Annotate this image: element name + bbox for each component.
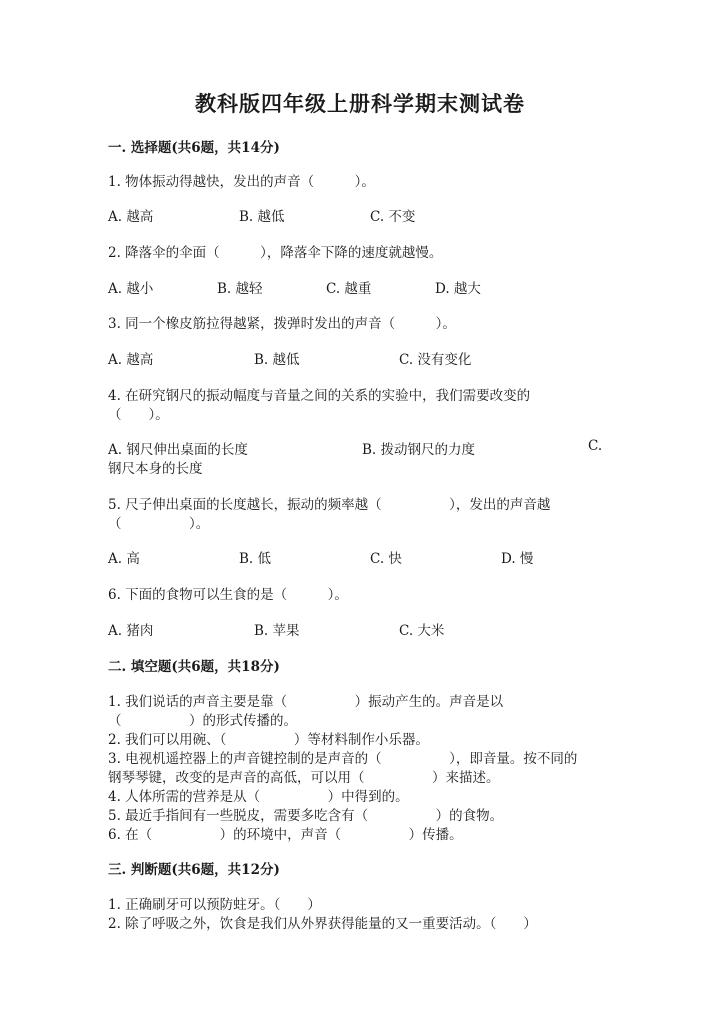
- q2-option-b: B. 越轻: [217, 281, 263, 297]
- q2-option-a: A. 越小: [108, 281, 154, 297]
- q4-option-c-text: 钢尺本身的长度: [108, 461, 203, 477]
- q4-text-line1: 4. 在研究钢尺的振动幅度与音量之间的关系的实验中，我们需要改变的: [108, 388, 531, 404]
- fill-line-4: 3. 电视机遥控器上的声音键控制的是声音的（ ），即音量。按不同的: [108, 751, 578, 767]
- fill-line-7: 5. 最近手指间有一些脱皮，需要多吃含有（ ）的食物。: [108, 808, 504, 824]
- fill-line-5: 钢琴琴键，改变的是声音的高低，可以用（ ）来描述。: [108, 770, 500, 786]
- q1-option-c: C. 不变: [370, 209, 416, 225]
- q6-text: 6. 下面的食物可以生食的是（ ）。: [108, 587, 348, 603]
- q2-option-d: D. 越大: [435, 281, 481, 297]
- q6-option-c: C. 大米: [399, 623, 445, 639]
- page-title: 教科版四年级上册科学期末测试卷: [195, 91, 525, 116]
- q3-text: 3. 同一个橡皮筋拉得越紧，拨弹时发出的声音（ ）。: [108, 316, 456, 332]
- q5-option-a: A. 高: [108, 551, 140, 567]
- q4-option-c-label: C.: [588, 438, 603, 454]
- q5-text-line2: （ ）。: [108, 516, 210, 532]
- q6-option-b: B. 苹果: [254, 623, 300, 639]
- fill-line-8: 6. 在（ ）的环境中，声音（ ）传播。: [108, 827, 463, 843]
- q2-text: 2. 降落伞的伞面（ ），降落伞下降的速度就越慢。: [108, 245, 443, 261]
- section2-heading: 二. 填空题(共6题，共18分): [108, 659, 280, 675]
- fill-line-2: （ ）的形式传播的。: [108, 713, 297, 729]
- q5-option-d: D. 慢: [501, 551, 534, 567]
- q3-option-c: C. 没有变化: [399, 352, 472, 368]
- q3-option-b: B. 越低: [254, 352, 300, 368]
- q1-text: 1. 物体振动得越快，发出的声音（ ）。: [108, 174, 375, 190]
- fill-line-6: 4. 人体所需的营养是从（ ）中得到的。: [108, 789, 409, 805]
- q3-option-a: A. 越高: [108, 352, 154, 368]
- section1-heading: 一. 选择题(共6题，共14分): [108, 140, 280, 156]
- q2-option-c: C. 越重: [326, 281, 372, 297]
- q5-text-line1: 5. 尺子伸出桌面的长度越长，振动的频率越（ ），发出的声音越: [108, 497, 551, 513]
- q4-option-a: A. 钢尺伸出桌面的长度: [108, 442, 248, 458]
- q1-option-a: A. 越高: [108, 209, 154, 225]
- q5-option-c: C. 快: [370, 551, 402, 567]
- section3-heading: 三. 判断题(共6题，共12分): [108, 862, 280, 878]
- q6-option-a: A. 猪肉: [108, 623, 154, 639]
- q4-option-b: B. 拨动钢尺的力度: [362, 442, 476, 458]
- judge-line-1: 1. 正确刷牙可以预防蛀牙。（ ）: [108, 897, 321, 913]
- q1-option-b: B. 越低: [239, 209, 285, 225]
- fill-line-1: 1. 我们说话的声音主要是靠（ ）振动产生的。声音是以: [108, 694, 504, 710]
- fill-line-3: 2. 我们可以用碗、（ ）等材料制作小乐器。: [108, 732, 429, 748]
- q4-text-line2: （ ）。: [108, 407, 169, 423]
- q5-option-b: B. 低: [239, 551, 272, 567]
- judge-line-2: 2. 除了呼吸之外，饮食是我们从外界获得能量的又一重要活动。（ ）: [108, 916, 537, 932]
